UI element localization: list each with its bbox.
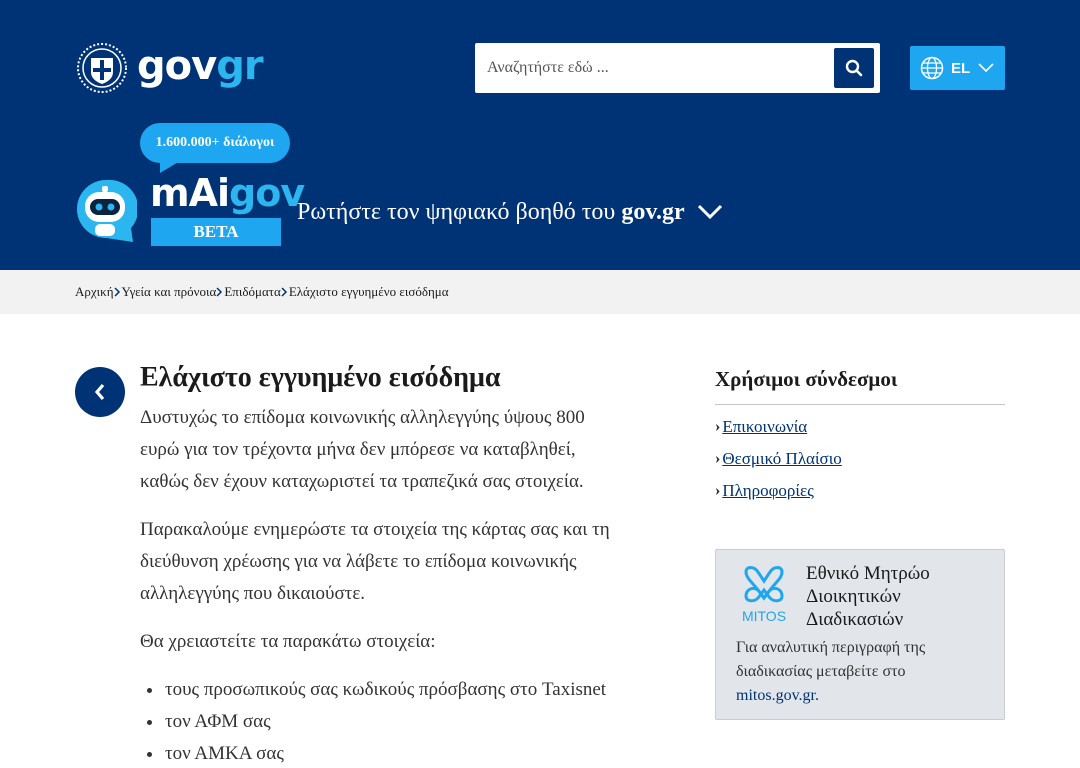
mitos-link[interactable]: mitos.gov.gr. [736,687,819,704]
list-item [715,443,842,475]
divider [715,404,1005,405]
chevron-right-icon [114,287,121,297]
chevron-down-icon [978,63,994,73]
requirements-intro: Θα χρειαστείτε τα παρακάτω στοιχεία: [140,631,436,652]
greek-emblem-icon[interactable] [76,42,128,94]
breadcrumb-item-home[interactable]: Αρχική [75,284,114,299]
maigov-part-mai: mAi [150,171,230,215]
search-button[interactable] [834,48,874,88]
chevron-right-icon: › [715,482,721,499]
list-item [715,475,842,507]
mitos-logo-icon [740,564,788,624]
chevron-right-icon: › [715,418,721,435]
link-legal-framework[interactable]: Θεσμικό Πλαίσιο [722,449,842,468]
search-box [475,43,880,93]
requirements-list [140,674,610,768]
ask-assistant-text: Ρωτήστε τον ψηφιακό βοηθό του [297,198,616,225]
mitos-desc-text: Για αναλυτική περιγραφή της διαδικασίας μεταβείτε στο [736,639,926,680]
chevron-right-icon: › [715,450,721,467]
list-item: τους προσωπικούς σας κωδικούς πρόσβασης στο Taxisnet [140,674,610,706]
dialogs-count-bubble: 1.600.000+ διάλογοι [140,123,290,163]
site-header [0,0,1080,270]
list-item: τον ΑΦΜ σας [140,706,610,738]
breadcrumb [75,284,449,300]
maigov-logo[interactable] [150,170,304,216]
link-information[interactable]: Πληροφορίες [722,481,814,500]
list-item: τον ΑΜΚΑ σας [140,738,610,768]
govgr-logo[interactable] [137,40,263,92]
robot-assistant-icon[interactable] [75,178,137,244]
language-selector[interactable] [910,46,1005,90]
brand-part-gr: gr [216,43,263,89]
notice-paragraph: Δυστυχώς το επίδομα κοινωνικής αλληλεγγύης ύψους 800 ευρώ για τον τρέχοντα μήνα δεν μπόρεσε να καταβληθεί, καθώς δεν έχουν καταχωριστεί τα τραπεζικά σας στοιχεία. [140,407,585,492]
breadcrumb-item-health[interactable]: Υγεία και πρόνοια [121,284,217,299]
breadcrumb-item-benefits[interactable]: Επιδόματα [224,284,281,299]
chevron-down-icon [697,204,723,220]
mitos-card [715,549,1005,720]
ask-assistant-toggle[interactable] [297,194,723,230]
mitos-description [736,636,986,708]
chevron-right-icon [216,287,223,297]
link-contact[interactable]: Επικοινωνία [722,417,808,436]
instructions-paragraph: Παρακαλούμε ενημερώστε τα στοιχεία της κάρτας σας και τη διεύθυνση χρέωσης για να λάβετε το επίδομα κοινωνικής αλληλεγγύης που δικαιούστε. [140,519,610,604]
beta-badge: BETA [151,218,281,246]
page-title: Ελάχιστο εγγυημένο εισόδημα [140,362,501,393]
chevron-left-icon [94,383,106,401]
language-label: EL [951,59,971,77]
globe-icon [920,56,944,80]
list-item [715,411,842,443]
useful-links-title: Χρήσιμοι σύνδεσμοι [715,367,898,391]
search-icon [845,59,863,77]
mitos-title: Εθνικό Μητρώο Διοικητικών Διαδικασιών [806,563,930,630]
useful-links-list [715,411,842,507]
mitos-logo-text: MITOS [741,608,787,624]
back-button[interactable] [75,367,125,417]
maigov-part-gov: gov [229,171,305,215]
brand-part-gov: gov [137,43,217,89]
ask-assistant-brand: gov.gr [621,198,685,225]
search-input[interactable] [475,43,825,93]
chevron-right-icon [281,287,288,297]
breadcrumb-item-current: Ελάχιστο εγγυημένο εισόδημα [288,284,449,299]
breadcrumb-bar [0,270,1080,314]
